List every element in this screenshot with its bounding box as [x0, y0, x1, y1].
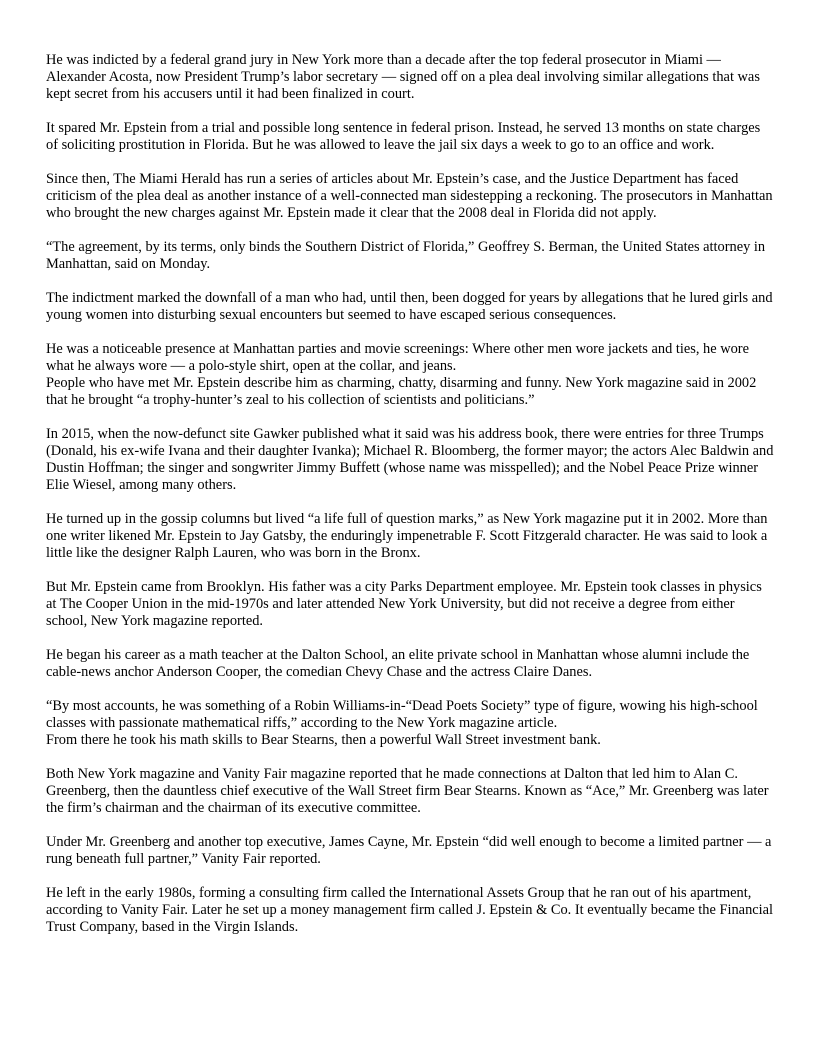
paragraph: [46, 52, 774, 103]
paragraph: [46, 239, 774, 273]
paragraph-text: He left in the early 1980s, forming a consulting firm called the International Assets Group that he ran out of his apartment, according to Vanity Fair. Later he set up a money management firm called J. Epstein & Co. It eventually became the Financial Trust Company, based in the Virgin Islands.: [46, 885, 774, 935]
paragraph-text: He turned up in the gossip columns but lived “a life full of question marks,” as New York magazine put it in 2002. More than one writer likened Mr. Epstein to Jay Gatsby, the enduringly impenetrable F. Scott Fitzgerald character. He was said to look a little like the designer Ralph Lauren, who was born in the Bronx.: [46, 511, 768, 561]
paragraph: [46, 647, 774, 681]
paragraph-text: He was a noticeable presence at Manhattan parties and movie screenings: Where other men wore jackets and ties, he wore what he always wore — a polo-style shirt, open at the collar, and jeans.: [46, 341, 749, 374]
paragraph-text: He began his career as a math teacher at the Dalton School, an elite private school in Manhattan whose alumni include the cable-news anchor Anderson Cooper, the comedian Chevy Chase and the actress Claire Danes.: [46, 647, 750, 680]
paragraph-text: Both New York magazine and Vanity Fair magazine reported that he made connections at Dalton that led him to Alan C. Greenberg, then the dauntless chief executive of the Wall Street firm Bear Stearns. Known as “Ace,” Mr. Greenberg was later the firm’s chairman and the chairman of its executive committee.: [46, 766, 769, 816]
paragraph-text: Since then, The Miami Herald has run a series of articles about Mr. Epstein’s case, and the Justice Department has faced criticism of the plea deal as another instance of a well-connected man sidestepping a reckoning. The prosecutors in Manhattan who brought the new charges against Mr. Epstein made it clear that the 2008 deal in Florida did not apply.: [46, 171, 773, 221]
paragraph-text: But Mr. Epstein came from Brooklyn. His father was a city Parks Department employee. Mr. Epstein took classes in physics at The Cooper Union in the mid-1970s and later attended New York University, but did not receive a degree from either school, New York magazine reported.: [46, 579, 762, 629]
document-page: [46, 52, 774, 953]
paragraph-text: “The agreement, by its terms, only binds the Southern District of Florida,” Geoffrey S. Berman, the United States attorney in Manhattan, said on Monday.: [46, 239, 766, 272]
paragraph-text: In 2015, when the now-defunct site Gawker published what it said was his address book, there were entries for three Trumps (Donald, his ex-wife Ivana and their daughter Ivanka); Michael R. Bloomberg, the former mayor; the actors Alec Baldwin and Dustin Hoffman; the singer and songwriter Jimmy Buffett (whose name was misspelled); and the Nobel Peace Prize winner Elie Wiesel, among many others.: [46, 426, 774, 493]
paragraph: [46, 698, 774, 749]
paragraph: [46, 426, 774, 494]
paragraph-text: “By most accounts, he was something of a Robin Williams-in-“Dead Poets Society” type of figure, wowing his high-school classes with passionate mathematical riffs,” according to the New York magazine article.: [46, 698, 758, 731]
paragraph: [46, 579, 774, 630]
paragraph-text: People who have met Mr. Epstein describe him as charming, chatty, disarming and funny. New York magazine said in 2002 that he brought “a trophy-hunter’s zeal to his collection of scientists and politicians.”: [46, 375, 757, 408]
paragraph-text: He was indicted by a federal grand jury in New York more than a decade after the top federal prosecutor in Miami — Alexander Acosta, now President Trump’s labor secretary — signed off on a plea deal involving similar allegations that was kept secret from his accusers until it had been finalized in court.: [46, 52, 760, 102]
paragraph-text: Under Mr. Greenberg and another top executive, James Cayne, Mr. Epstein “did well enough to become a limited partner — a rung beneath full partner,” Vanity Fair reported.: [46, 834, 772, 867]
paragraph: [46, 834, 774, 868]
paragraph: [46, 171, 774, 222]
paragraph: [46, 511, 774, 562]
paragraph: [46, 341, 774, 409]
paragraph: [46, 120, 774, 154]
paragraph: [46, 290, 774, 324]
paragraph-text: It spared Mr. Epstein from a trial and possible long sentence in federal prison. Instead, he served 13 months on state charges of soliciting prostitution in Florida. But he was allowed to leave the jail six days a week to go to an office and work.: [46, 120, 761, 153]
paragraph-text: The indictment marked the downfall of a man who had, until then, been dogged for years by allegations that he lured girls and young women into disturbing sexual encounters but seemed to have escaped serious consequences.: [46, 290, 773, 323]
paragraph: [46, 885, 774, 936]
paragraph-text: From there he took his math skills to Bear Stearns, then a powerful Wall Street investment bank.: [46, 732, 601, 748]
paragraph: [46, 766, 774, 817]
